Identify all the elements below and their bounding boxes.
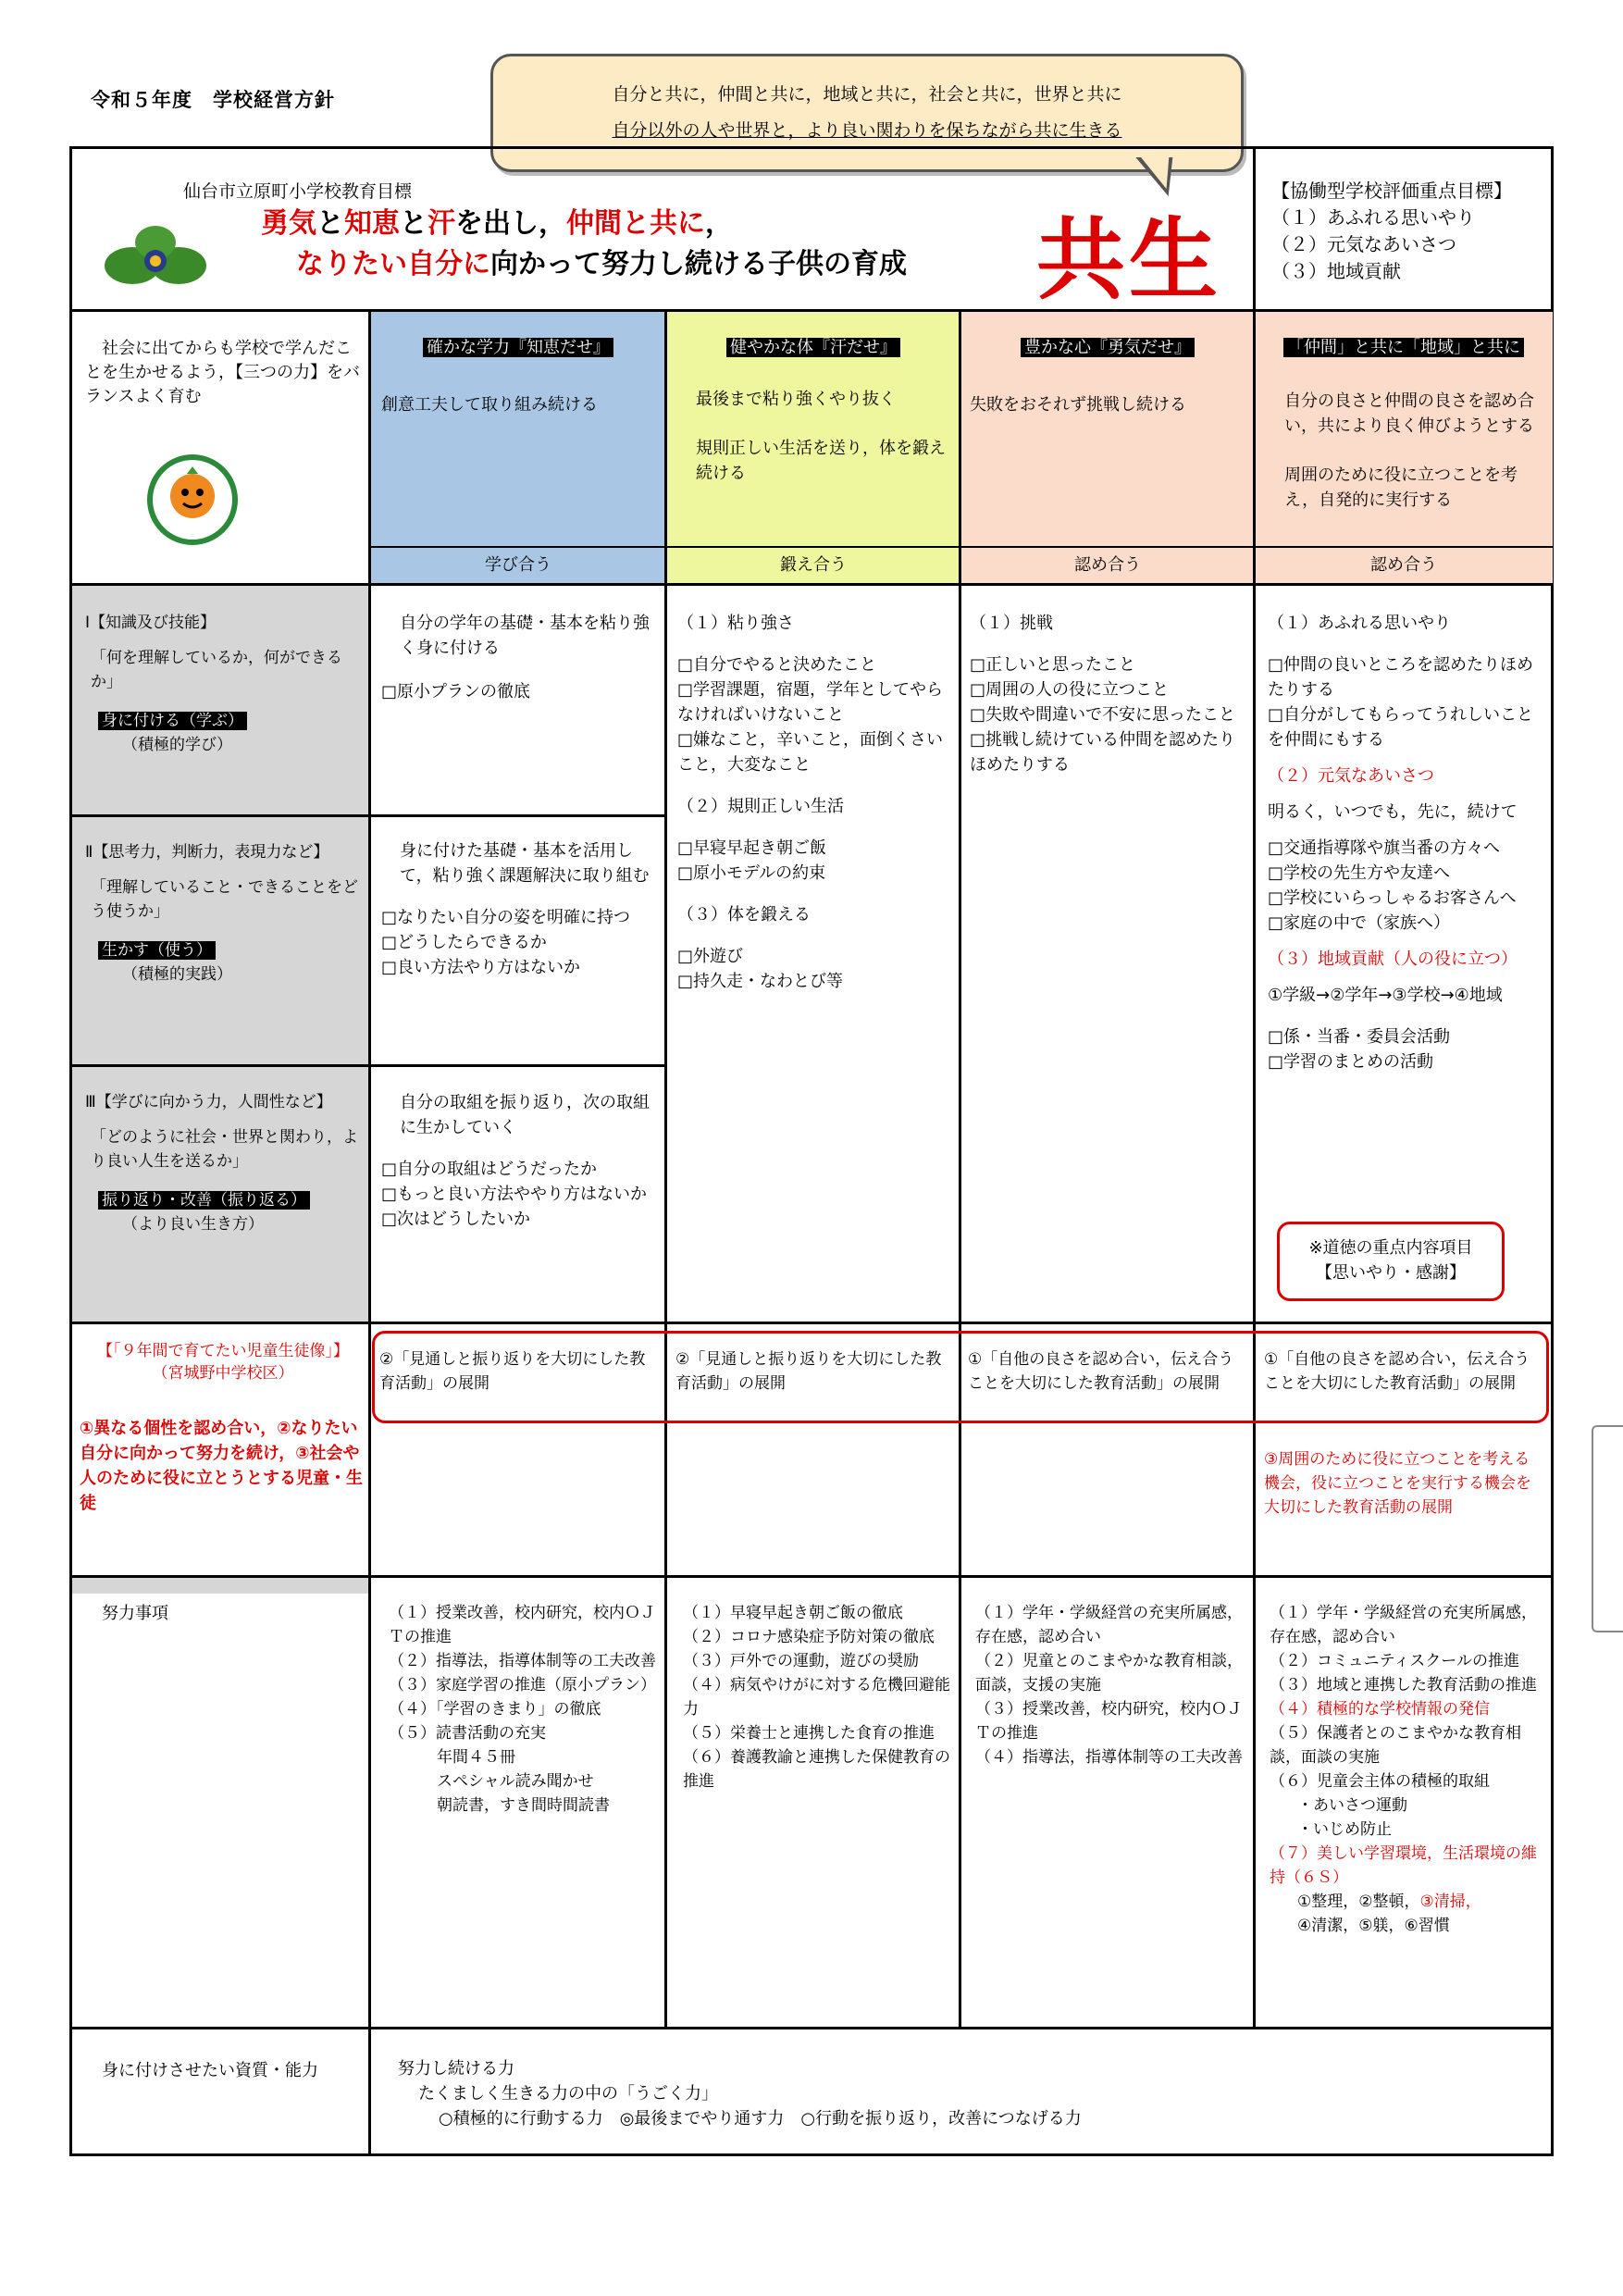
bubble-line1: 自分と共に，仲間と共に，地域と共に，社会と共に，世界と共に	[612, 84, 1122, 105]
col1-foot: 学び合う	[485, 555, 551, 575]
effort-c2: （１）早寝早起き朝ご飯の徹底 （２）コロナ感染症予防対策の徹底 （３）戸外での運動，遊びの奨励 （４）病気やけがに対する危機回避能力 （５）栄養士と連携した食育の推進 （６）養護教諭と連携した保健教育の推進	[683, 1604, 950, 1791]
eval-item: （３）地域貢献	[1271, 260, 1401, 282]
vline	[368, 309, 371, 2156]
eval-title: 【協働型学校評価重点目標】	[1271, 180, 1512, 202]
hline	[370, 1064, 666, 1067]
goal-line2: なりたい自分に向かって努力し続ける子供の育成	[296, 248, 907, 280]
intro-text: 社会に出てからも学校で学んだことを生かせるよう，【三つの力】をバランスよく育む	[85, 339, 360, 406]
col2-head: 健やかな体『汗だせ』	[666, 335, 960, 360]
hline	[370, 814, 666, 817]
hline	[370, 546, 1554, 548]
ability-text: 努力し続ける力 たくましく生きる力の中の「うごく力」 ○積極的に行動する力 ◎最後までやり通す力 ○行動を振り返り，改善につなげる力	[398, 2059, 1082, 2128]
vision-c4b: ③周囲のために役に立つことを考える機会，役に立つことを実行する機会を大切にした教育活動の展開	[1264, 1450, 1531, 1517]
ability-label: 身に付けさせたい資質・能力	[102, 2061, 318, 2080]
row1-label: Ⅰ【知識及び技能】 「何を理解しているか，何ができるか」 身に付ける（学ぶ） （積極的学び）	[85, 614, 342, 754]
c3-body: （１）挑戦 □正しいと思ったこと □周囲の人の役に立つこと □失敗や間違いで不安に思ったこと □挑戦し続けている仲間を認めたりほめたりする	[970, 614, 1236, 775]
eval-box	[1271, 178, 1512, 285]
c1-r1: 自分の学年の基礎・基本を粘り強く身に付ける □原小プランの徹底	[381, 614, 650, 701]
col4-head: 「仲間」と共に「地域」と共に	[1255, 335, 1553, 360]
c2-body: （１）粘り強さ □自分でやると決めたこと □学習課題，宿題，学年としてやらなければいけないこと □嫌なこと，辛いこと，面倒くさいこと，大変なこと （２）規則正しい生活 □早寝早起き朝ご飯 □原小モデルの約束 （３）体を鍛える □外遊び □持久走・なわとび等	[677, 614, 944, 991]
hline	[69, 1064, 370, 1067]
school-emblem-icon	[100, 215, 211, 289]
side-tab-mark	[1592, 1425, 1623, 1632]
bubble-line2: 自分以外の人や世界と，より良い関わりを保ちながら共に生きる	[612, 120, 1122, 141]
vline	[1253, 146, 1256, 2029]
hline	[69, 583, 1554, 586]
eval-item: （２）元気なあいさつ	[1271, 233, 1456, 255]
hline	[69, 2027, 1554, 2029]
mascot-emblem-icon	[146, 453, 239, 546]
vision-c3: ①「自他の良さを認め合い，伝え合うことを大切にした教育活動」の展開	[968, 1350, 1234, 1393]
hline	[69, 1575, 1554, 1578]
col1-head: 確かな学力『知恵だせ』	[370, 335, 666, 360]
c1-r3: 自分の取組を振り返り，次の取組に生かしていく □自分の取組はどうだったか □もっと良い方法ややり方はないか □次はどうしたいか	[381, 1093, 650, 1229]
row3-label: Ⅲ【学びに向かう力，人間性など】 「どのように社会・世界と関わり，より良い人生を送るか」 振り返り・改善（振り返る） （より良い生き方）	[85, 1093, 358, 1234]
kyosei-title: 共生	[1036, 207, 1221, 312]
hline	[69, 309, 1554, 312]
school-goal-label: 仙台市立原町小学校教育目標	[183, 181, 413, 202]
vision-title: 【「９年間で育てたい児童生徒像」】 （宮城野中学校区）	[97, 1342, 349, 1383]
doc-title: 令和５年度 学校経営方針	[91, 89, 335, 111]
c1-r2: 身に付けた基礎・基本を活用して，粘り強く課題解決に取り組む □なりたい自分の姿を明確に持つ □どうしたらできるか □良い方法やり方はないか	[381, 841, 650, 977]
col3-head: 豊かな心『勇気だせ』	[960, 335, 1255, 360]
col2-foot: 鍛え合う	[780, 555, 847, 575]
vision-text: ①異なる個性を認め合い，②なりたい自分に向かって努力を続け，③社会や人のために役に立とうとする児童・生徒	[80, 1419, 363, 1513]
effort-label: 努力事項	[102, 1604, 168, 1623]
moral-note: ※道徳の重点内容項目 【思いやり・感謝】	[1277, 1222, 1505, 1301]
effort-c3: （１）学年・学級経営の充実所属感，存在感，認め合い （２）児童とのこまやかな教育相談，面談，支援の実施 （３）授業改善，校内研究，校内ＯＪＴの推進 （４）指導法，指導体制等の工夫改善	[975, 1604, 1243, 1767]
hline	[69, 1322, 1554, 1324]
effort-c4: （１）学年・学級経営の充実所属感，存在感，認め合い （２）コミュニティスクールの推進 （３）地域と連携した教育活動の推進 （４）積極的な学校情報の発信 （５）保護者とのこまやかな教育相談，面談の実施 （６）児童会主体の積極的取組 ・あいさつ運動 ・いじめ防止 （７）美しい学習環境，生活環境の維持（６Ｓ） ①整理，②整頓，③清掃， ④清潔，⑤躾，⑥習慣	[1270, 1604, 1537, 1935]
col4-foot: 認め合う	[1370, 555, 1437, 575]
col3-body: 失敗をおそれず挑戦し続ける	[970, 395, 1186, 415]
col1-body: 創意工夫して取り組み続ける	[381, 395, 598, 415]
vision-c1: ②「見通しと振り返りを大切にした教育活動」の展開	[379, 1350, 646, 1393]
col2-body: 最後まで粘り強くやり抜く 規則正しい生活を送り，体を鍛え続ける	[696, 390, 946, 483]
c4-body: （１）あふれる思いやり □仲間の良いところを認めたりほめたりする □自分がしてもらってうれしいことを仲間にもする （２）元気なあいさつ 明るく，いつでも，先に，続けて □交通指導隊や旗当番の方々へ □学校の先生方や友達へ □学校にいらっしゃるお客さんへ □家庭の中で（家族へ） （３）地域貢献（人の役に立つ） ①学級→②学年→③学校→④地域 □係・当番・委員会活動 □学習のまとめの活動	[1268, 614, 1534, 1072]
goal-line1: 勇気と知恵と汗を出し，仲間と共に，	[261, 207, 733, 240]
vision-c2: ②「見通しと振り返りを大切にした教育活動」の展開	[675, 1350, 942, 1393]
col3-foot: 認め合う	[1074, 555, 1141, 575]
hline	[69, 814, 370, 817]
effort-c1: （１）授業改善，校内研究，校内ＯＪＴの推進 （２）指導法，指導体制等の工夫改善 （３）家庭学習の推進（原小プラン） （４）「学習のきまり」の徹底 （５）読書活動の充実 年間４５冊 スペシャル読み聞かせ 朝読書，すき間時間読書	[389, 1604, 656, 1815]
col4-body: 自分の良さと仲間の良さを認め合い，共により良く伸びようとする 周囲のために役に立つことを考え，自発的に実行する	[1284, 391, 1534, 510]
eval-item: （１）あふれる思いやり	[1271, 206, 1475, 229]
row2-label: Ⅱ【思考力，判断力，表現力など】 「理解していること・できることをどう使うか」 生かす（使う） （積極的実践）	[85, 843, 358, 984]
vision-c4: ①「自他の良さを認め合い，伝え合うことを大切にした教育活動」の展開	[1264, 1350, 1530, 1393]
